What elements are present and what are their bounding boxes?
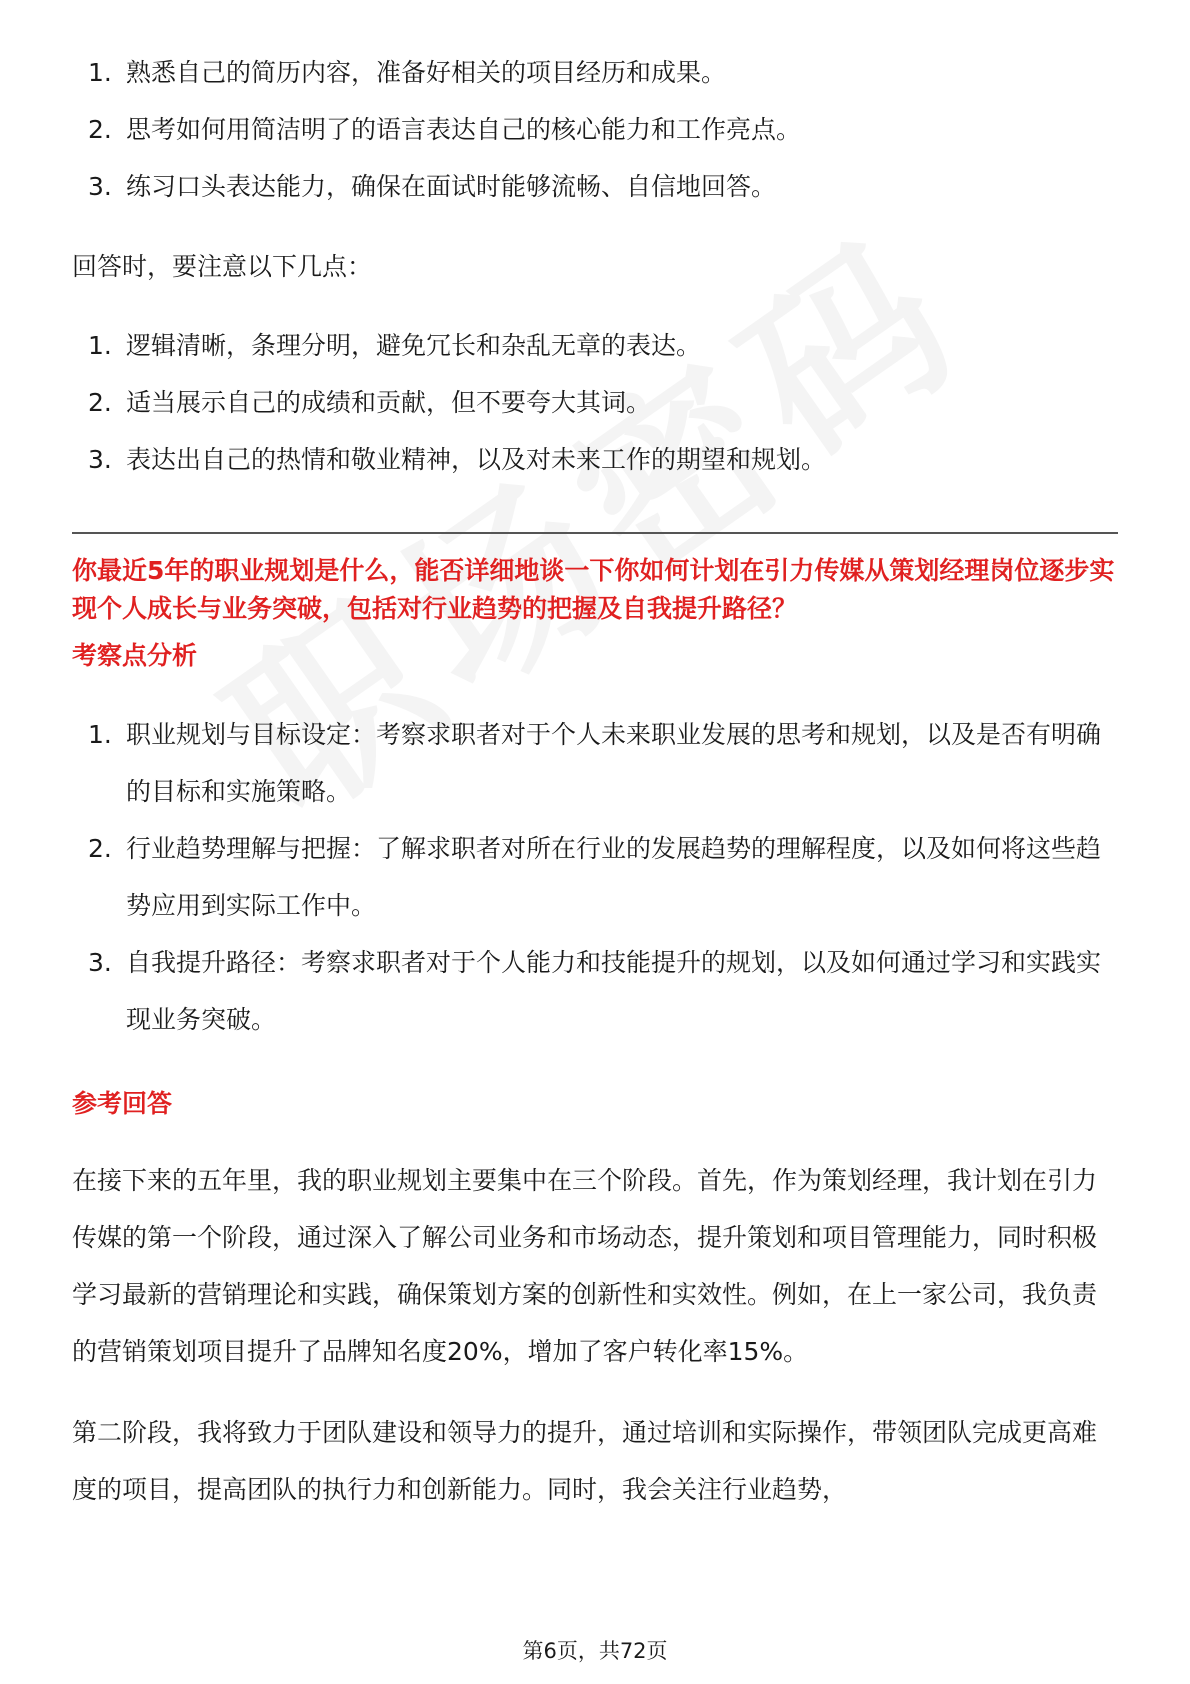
page-content: [72, 0, 1118, 1518]
document-page: [72, 0, 1118, 1684]
prep-list: [72, 44, 1118, 215]
reference-paragraph: 第二阶段，我将致力于团队建设和领导力的提升，通过培训和实际操作，带领团队完成更高难度的项目，提高团队的执行力和创新能力。同时，我会关注行业趋势，: [72, 1418, 1098, 1504]
interview-question: 你最近5年的职业规划是什么，能否详细地谈一下你如何计划在引力传媒从策划经理岗位逐步实现个人成长与业务突破，包括对行业趋势的把握及自我提升路径？: [72, 556, 1115, 623]
list-item: [72, 934, 1118, 1048]
list-text: 思考如何用简洁明了的语言表达自己的核心能力和工作亮点。: [126, 115, 802, 144]
list-item: [72, 101, 1118, 158]
list-number: 3.: [88, 172, 112, 201]
list-item: [72, 44, 1118, 101]
list-text: 熟悉自己的简历内容，准备好相关的项目经历和成果。: [126, 58, 727, 87]
list-number: 3.: [88, 948, 112, 977]
reference-heading: 参考回答: [72, 1089, 173, 1118]
list-item: [72, 374, 1118, 431]
answer-tips-intro: 回答时，要注意以下几点：: [72, 252, 373, 281]
answer-tips-list: [72, 317, 1118, 488]
list-text: 练习口头表达能力，确保在面试时能够流畅、自信地回答。: [126, 172, 777, 201]
list-text: 职业规划与目标设定：考察求职者对于个人未来职业发展的思考和规划，以及是否有明确的目标和实施策略。: [126, 720, 1102, 806]
list-item: [72, 158, 1118, 215]
list-text: 适当展示自己的成绩和贡献，但不要夸大其词。: [126, 388, 652, 417]
list-number: 3.: [88, 445, 112, 474]
list-number: 1.: [88, 331, 112, 360]
list-item: [72, 431, 1118, 488]
list-number: 2.: [88, 834, 112, 863]
list-text: 逻辑清晰，条理分明，避免冗长和杂乱无章的表达。: [126, 331, 702, 360]
list-number: 2.: [88, 388, 112, 417]
page-footer: 第6页，共72页: [522, 1639, 668, 1663]
list-number: 1.: [88, 720, 112, 749]
list-text: 自我提升路径：考察求职者对于个人能力和技能提升的规划，以及如何通过学习和实践实现业务突破。: [126, 948, 1102, 1034]
list-item: [72, 706, 1118, 820]
list-number: 2.: [88, 115, 112, 144]
list-text: 表达出自己的热情和敬业精神，以及对未来工作的期望和规划。: [126, 445, 827, 474]
analysis-heading: 考察点分析: [72, 641, 198, 670]
list-item: [72, 317, 1118, 374]
list-text: 行业趋势理解与把握：了解求职者对所在行业的发展趋势的理解程度，以及如何将这些趋势应用到实际工作中。: [126, 834, 1102, 920]
list-item: [72, 820, 1118, 934]
list-number: 1.: [88, 58, 112, 87]
reference-paragraph: 在接下来的五年里，我的职业规划主要集中在三个阶段。首先，作为策划经理，我计划在引力传媒的第一个阶段，通过深入了解公司业务和市场动态，提升策划和项目管理能力，同时积极学习最新的营销理论和实践，确保策划方案的创新性和实效性。例如，在上一家公司，我负责的营销策划项目提升了品牌知名度20%，增加了客户转化率15%。: [72, 1166, 1098, 1366]
analysis-list: [72, 706, 1118, 1048]
